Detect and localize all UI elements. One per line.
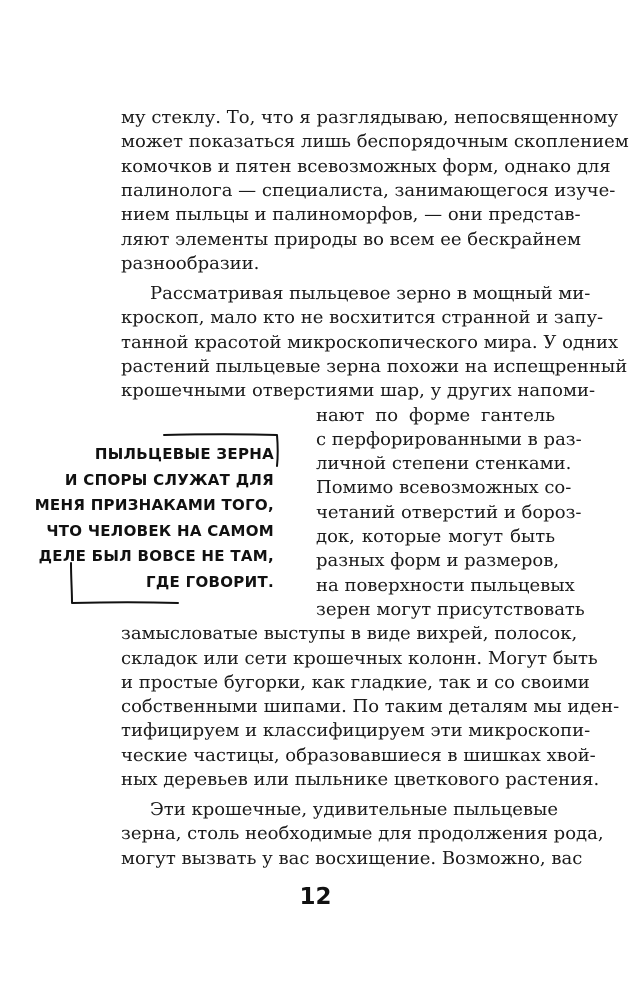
- pull-quote-line: ЧТО ЧЕЛОВЕК НА САМОМ: [46, 521, 274, 540]
- body-line: ческие частицы, образовавшиеся в шишках хвой-: [121, 744, 596, 766]
- pull-quote-line: ПЫЛЬЦЕВЫЕ ЗЕРНА: [94, 445, 274, 463]
- body-line: зерна, столь необходимые для продолжения рода,: [121, 823, 604, 845]
- body-line: растений пыльцевые зерна похожи на испещренный: [121, 355, 628, 377]
- body-line: может показаться лишь беспорядочным скоплением: [121, 131, 629, 153]
- body-line: разных форм и размеров,: [316, 550, 560, 572]
- body-line: на поверхности пыльцевых: [316, 574, 575, 596]
- body-line: комочков и пятен всевозможных форм, однако для: [121, 155, 611, 177]
- body-line: нием пыльцы и палиноморфов, — они представ-: [121, 204, 581, 226]
- pull-quote-line: ДЕЛЕ БЫЛ ВОВСЕ НЕ ТАМ,: [38, 547, 274, 565]
- body-line: танной красотой микроскопического мира. У одних: [121, 331, 619, 353]
- pull-quote: [34, 432, 284, 606]
- body-line: палинолога — специалиста, занимающегося изуче-: [121, 179, 616, 201]
- body-line: ляют элементы природы во всем ее бескрайнем: [121, 228, 582, 250]
- body-line: нают по форме гантель: [316, 404, 555, 426]
- body-line: Рассматривая пыльцевое зерно в мощный ми-: [150, 283, 591, 304]
- body-line: складок или сети крошечных колонн. Могут быть: [121, 647, 598, 669]
- body-line: могут вызвать у вас восхищение. Возможно, вас: [121, 847, 583, 869]
- body-line: Помимо всевозможных со-: [316, 477, 572, 499]
- body-line: четаний отверстий и бороз-: [316, 501, 582, 523]
- pull-quote-line: ГДЕ ГОВОРИТ.: [146, 572, 274, 591]
- body-line: Эти крошечные, удивительные пыльцевые: [150, 799, 559, 820]
- body-line: му стеклу. То, что я разглядываю, непосвященному: [121, 107, 619, 128]
- pull-quote-line: МЕНЯ ПРИЗНАКАМИ ТОГО,: [34, 496, 274, 514]
- body-line: ных деревьев или пыльнике цветкового растения.: [121, 769, 600, 790]
- body-line: разнообразии.: [121, 252, 260, 274]
- pull-quote-line: И СПОРЫ СЛУЖАТ ДЛЯ: [64, 470, 274, 489]
- body-line: с перфорированными в раз-: [316, 428, 582, 450]
- body-line: и простые бугорки, как гладкие, так и со своими: [121, 671, 590, 693]
- page-number: 12: [299, 884, 332, 910]
- body-line: замысловатые выступы в виде вихрей, полосок,: [121, 623, 578, 645]
- body-line: зерен могут присутствовать: [316, 598, 585, 620]
- body-line: крошечными отверстиями шар, у других напоми-: [121, 380, 596, 402]
- body-line: кроскоп, мало кто не восхитится странной и запу-: [121, 307, 604, 329]
- body-line: док, которые могут быть: [316, 526, 555, 547]
- body-line: личной степени стенками.: [316, 453, 572, 475]
- body-line: тифицируем и классифицируем эти микроскопи-: [121, 720, 591, 742]
- body-line: собственными шипами. По таким деталям мы иден-: [121, 696, 620, 718]
